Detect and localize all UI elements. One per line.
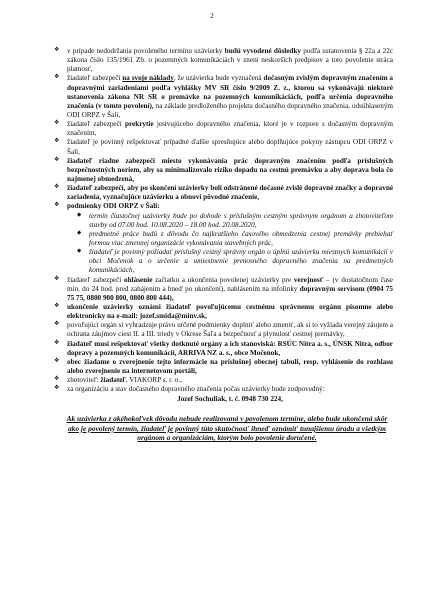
item-text: – (v dostatočnom čase min. do 24 hod. pred zahájením a hneď po ukončení), nahlásením na infolinky bbox=[67, 275, 393, 293]
item-text: žiadateľ riadne zabezpečí miesto vykonávania prác dopravným značením podľa príslušných bezpečnostných noriem, aby sa minimalizovalo riziko dopadu na cestnú premávku a aby doprava bola čo najmenej obmedzená, bbox=[67, 156, 393, 183]
odi-condition-item: ◆ termín čiastočnej uzávierky bude po dohode s príslušným cestným správnym orgánom a zhotoviteľom stavby od 07.00 hod. 10.08.2020 – 18.00 hod. 20.08.2020, bbox=[76, 212, 393, 230]
item-text: ohlásenie bbox=[124, 275, 153, 284]
item-text: verejnosť bbox=[293, 275, 324, 284]
item-text: začiatku a ukončenia povolenej uzávierky pre bbox=[152, 275, 294, 284]
item-text: žiadateľ zabezpečí bbox=[67, 120, 125, 129]
item-text: , VIAKORP s. r. o., bbox=[125, 376, 182, 385]
item-text: v prípade nedodržania povoleného termínu uzávierky bbox=[67, 47, 225, 55]
odi-conditions-list bbox=[76, 212, 393, 276]
item-text: prekrytie bbox=[125, 120, 154, 129]
item-text: žiadateľ zabezpečí, aby po skončení uzávierky boli odstránené dočasné zvislé dopravné značky a dopravné zariadenia, vyznačujúce uzávierku a obnoví pôvodné značenie, bbox=[67, 184, 394, 202]
list-item bbox=[53, 202, 393, 275]
item-text: ukončenie uzávierky oznámi žiadateľ povoľujúcemu cestnému správnemu orgánu písomne alebo elektronicky na e-mail: jozef.smida@minv.sk, bbox=[67, 302, 393, 321]
list-item bbox=[53, 138, 393, 156]
closing-note: Ak uzávierka z akéhokoľvek dôvodu nebude realizovaná v povolenom termíne, alebo bude ukončená skôr ako je povolený termín, žiadateľ je povinný túto skutočnosť ihneď oznámiť tunajšiemu úradu a všetkým orgánom a organizáciám, ktorým bolo povolenie doručené. bbox=[66, 414, 388, 443]
item-text: zhotoviteľ: bbox=[67, 376, 101, 385]
item-text: na základe predloženého projektu dočasného dopravného značenia, odsúhlaseným ODI ORPZ v Šali, bbox=[67, 101, 394, 119]
list-item bbox=[53, 184, 393, 202]
list-item bbox=[53, 303, 393, 321]
item-text: žiadateľ musí rešpektovať všetky dotknuté orgány a ich stanoviská: RSÚC Nitra a. s., ÚNSK Nitra, odbor dopravy a pozemných komunikácií, ARRIVA NZ a. s., obce Močenok, bbox=[67, 339, 393, 357]
item-text: za organizáciu a stav dočasného dopravného značenia počas uzávierky bude zodpovedný: bbox=[67, 385, 325, 394]
item-text: obec žiadame o zverejnenie tejto informácie na príslušnej obecnej tabuli, resp. vyhlásenie do rozhlasu alebo zverejnenie na internetovom portáli, bbox=[67, 357, 393, 375]
item-text: jestvujúceho dopravného značenia, ktoré je v rozpore s dočasným dopravným značením, bbox=[67, 120, 393, 138]
item-text: dočasným zvislým dopravným značením a dopravnými zariadeniami podľa vyhlášky MV SR číslo 9/2009 Z. z., ktorou sa vykonávajú niektoré ustanovenia zákona NR SR o premávke na pozemných komunikáciách, podľa určenia dopravného značenia (v tomto povolení), bbox=[67, 74, 393, 110]
list-item bbox=[53, 358, 393, 376]
page-number: 2 bbox=[210, 12, 214, 20]
list-item bbox=[53, 340, 393, 358]
item-text: povoľujúci orgán si vyhradzuje právo určené podmienky doplniť alebo zmeniť, ak si to vyžiada verejný záujem a ochrana záujmov ciest II. a III. triedy v Okrese Šaľa a bezpečnosť a plynulosť cestnej premávky, bbox=[67, 321, 393, 339]
item-text: na svoje náklady bbox=[122, 74, 174, 83]
item-text: žiadateľ je povinný rešpektovať prípadné ďalšie spresňujúce alebo doplňujúce pokyny zástupcu ODI ORPZ v Šali, bbox=[67, 138, 393, 156]
list-item bbox=[53, 276, 393, 303]
list-item bbox=[53, 385, 393, 404]
item-text: budú vyvodené dôsledky bbox=[224, 47, 302, 55]
list-item bbox=[53, 321, 393, 339]
odi-condition-item: ◆ predmetné práce budú z dôvodu čo najkratšieho časového obmedzenia cestnej premávky prebiehať formou viac zmennej organizácie vykonávania stavebných prác, bbox=[76, 230, 393, 248]
condition-list bbox=[53, 47, 393, 404]
list-item bbox=[53, 74, 393, 120]
item-text: podľa ustanovenia § 22a a 22c zákona číslo 135/1961 Zb. o pozemných komunikáciách v znení neskorších predpisov a toto povolenie stráca platnosť, bbox=[67, 47, 393, 74]
item-text: žiadateľ zabezpečí bbox=[67, 275, 125, 284]
list-item bbox=[53, 157, 393, 184]
list-item bbox=[53, 47, 393, 74]
list-item bbox=[53, 376, 393, 385]
odi-condition-item: ◆ žiadateľ je povinný požiadať príslušný cestný správny orgán o úplnú uzávierku miestnych komunikácií v obci Močenok a o určenie a umiestnenie prenosného dopravného značenia na predmetných komunikáciách, bbox=[76, 248, 393, 275]
item-text: podmienky ODI ORPZ v Šali: bbox=[67, 202, 160, 211]
item-text: , že uzávierka bude vyznačená bbox=[173, 74, 264, 83]
item-text: dopravným servisom (0904 75 75 75, 0800 900 800, 0800 800 444), bbox=[67, 284, 393, 302]
item-text: žiadateľ zabezpečí bbox=[67, 74, 123, 83]
contact-person: Jozef Sochuliak, t. č. 0948 730 224, bbox=[177, 395, 283, 404]
item-text: žiadateľ bbox=[100, 376, 126, 385]
document-body bbox=[53, 47, 393, 443]
list-item bbox=[53, 120, 393, 138]
